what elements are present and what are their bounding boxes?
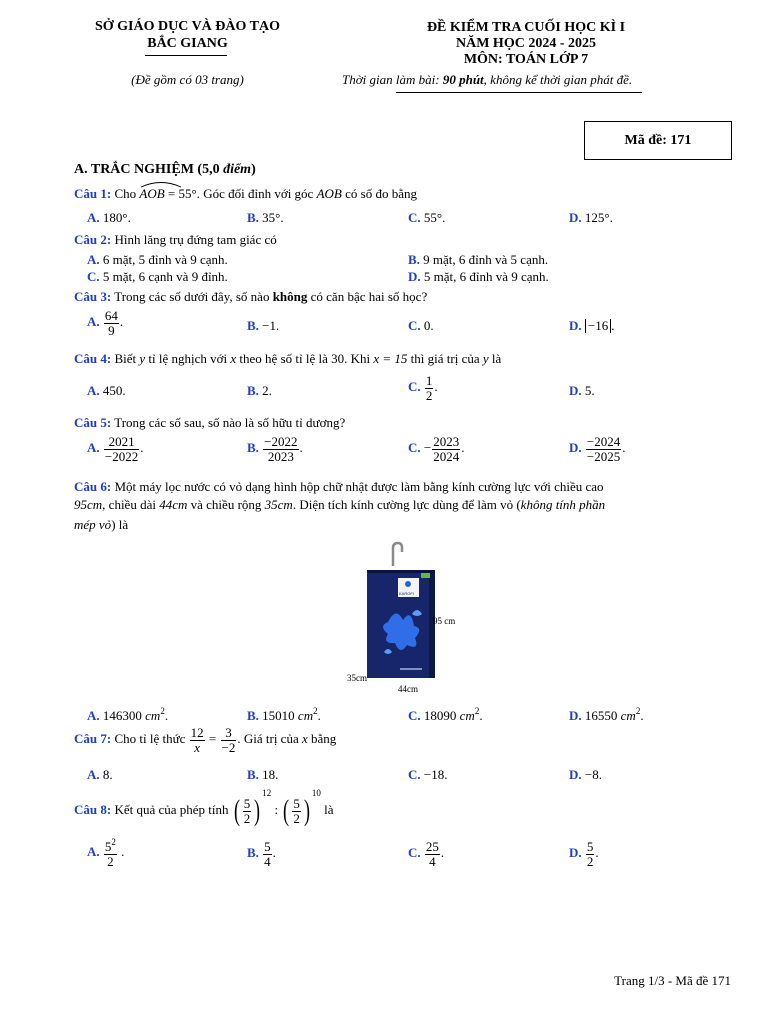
q6-option-c: C. 18090 $cm^2$.: [408, 706, 483, 723]
subject: MÔN: TOÁN LỚP 7: [463, 52, 589, 67]
q7-option-d: D. −8.: [569, 767, 602, 782]
q6-option-d: D. 16550 $cm^2$.: [569, 706, 644, 723]
department-name: SỞ GIÁO DỤC VÀ ĐÀO TẠO BẮC GIANG: [94, 19, 280, 51]
q3-option-c: C. 0.: [408, 318, 434, 333]
question-5: Câu 5: Trong các số sau, số nào là số hữu tỉ dương?: [74, 415, 346, 430]
q6-option-a: A. 146300 $cm^2$.: [87, 706, 169, 723]
q8-option-a: A. $\frac{5^2}{2}$ .: [87, 837, 125, 869]
school-year: NĂM HỌC 2024 - 2025: [456, 36, 596, 51]
exam-title-block: [340, 20, 712, 68]
question-2: Câu 2: Hình lăng trụ đứng tam giác có: [74, 232, 277, 247]
q3-option-d: D. −16 .: [569, 318, 615, 333]
q1-option-d: D. 125°.: [569, 210, 613, 225]
q1-option-b: B. 35°.: [247, 210, 284, 225]
question-6-line1: Câu 6: Một máy lọc nước có vỏ dạng hình hộp chữ nhật được làm bằng kính cường lực với chiều cao: [74, 479, 604, 494]
purifier-brand: KAROFI: [399, 591, 414, 596]
q2-option-d: D. 5 mặt, 6 đỉnh và 9 cạnh.: [408, 269, 549, 284]
q8-option-c: C. $\frac{25}{4}$ .: [408, 839, 445, 869]
q4-option-a: A. 450.: [87, 383, 126, 398]
exam-code-box: Mã đề: 171: [584, 121, 732, 160]
figure-height-label: 95 cm: [433, 616, 456, 626]
q2-option-a: A. 6 mặt, 5 đỉnh và 9 cạnh.: [87, 252, 228, 267]
figure-width-label: 35cm: [347, 673, 367, 683]
q2-option-c: C. 5 mặt, 6 cạnh và 9 đỉnh.: [87, 269, 228, 284]
question-6-line2: 95cm, chiều dài 44cm và chiều rộng 35cm. Diện tích kính cường lực dùng để làm vỏ (không tính phần: [74, 497, 606, 512]
angle-arc-icon: [139, 180, 183, 188]
q4-option-b: B. 2.: [247, 383, 272, 398]
header-divider-left: [145, 55, 227, 56]
q5-option-a: A. $\frac{2021}{-2022}$ .: [87, 434, 144, 464]
question-8: Câu 8: Kết quả của phép tính ( $\frac{5}{2}$ )$^{12}$ : ( $\frac{5}{2}$ )$^{10}$ là: [74, 788, 334, 828]
figure-length-label: 44cm: [398, 684, 418, 694]
page-footer: Trang 1/3 - Mã đề 171: [614, 973, 731, 988]
q5-option-b: B. $\frac{-2022}{2023}$ .: [247, 434, 303, 464]
q1-option-a: A. 180°.: [87, 210, 131, 225]
q3-option-a: A. $\frac{64}{9}$ .: [87, 308, 124, 338]
question-7: Câu 7: Cho tỉ lệ thức $\frac{12}{x}$ = $\frac{3}{-2}$ . Giá trị của x bằng: [74, 725, 337, 755]
q8-option-b: B. $\frac{5}{4}$ .: [247, 839, 276, 869]
header-divider-right: [396, 92, 642, 93]
q6-option-b: B. 15010 $cm^2$.: [247, 706, 321, 723]
question-4: Câu 4: Biết y tỉ lệ nghịch với x theo hệ số tỉ lệ là 30. Khi x = 15 thì giá trị của y là: [74, 351, 502, 366]
exam-title: ĐỀ KIỂM TRA CUỐI HỌC KÌ I: [426, 20, 626, 35]
q2-option-b: B. 9 mặt, 6 đỉnh và 5 cạnh.: [408, 252, 549, 267]
q8-option-d: D. $\frac{5}{2}$ .: [569, 839, 599, 869]
q7-option-a: A. 8.: [87, 767, 113, 782]
q4-option-c: C. $\frac{1}{2}$ .: [408, 373, 438, 403]
q3-option-b: B. −1.: [247, 318, 280, 333]
q5-option-c: C. − $\frac{2023}{2024}$ .: [408, 434, 465, 464]
question-6-line3: mép vỏ) là: [74, 517, 129, 532]
section-title: A. TRẮC NGHIỆM (5,0 điểm): [74, 162, 256, 177]
question-3: Câu 3: Trong các số dưới đây, số nào không có căn bậc hai số học?: [74, 289, 428, 304]
question-label: Câu 1:: [74, 186, 112, 201]
q4-option-d: D. 5.: [569, 383, 595, 398]
time-allowed: Thời gian làm bài: 90 phút, không kể thời gian phát đề.: [342, 72, 633, 87]
question-1: Câu 1: Cho AOB = 55°. Góc đối đỉnh với góc AOB có số đo bằng: [74, 186, 417, 202]
q7-option-b: B. 18.: [247, 767, 279, 782]
q1-option-c: C. 55°.: [408, 210, 446, 225]
pages-note: (Đề gồm có 03 trang): [131, 72, 244, 87]
q5-option-d: D. $\frac{-2024}{-2025}$ .: [569, 434, 626, 464]
q7-option-c: C. −18.: [408, 767, 448, 782]
